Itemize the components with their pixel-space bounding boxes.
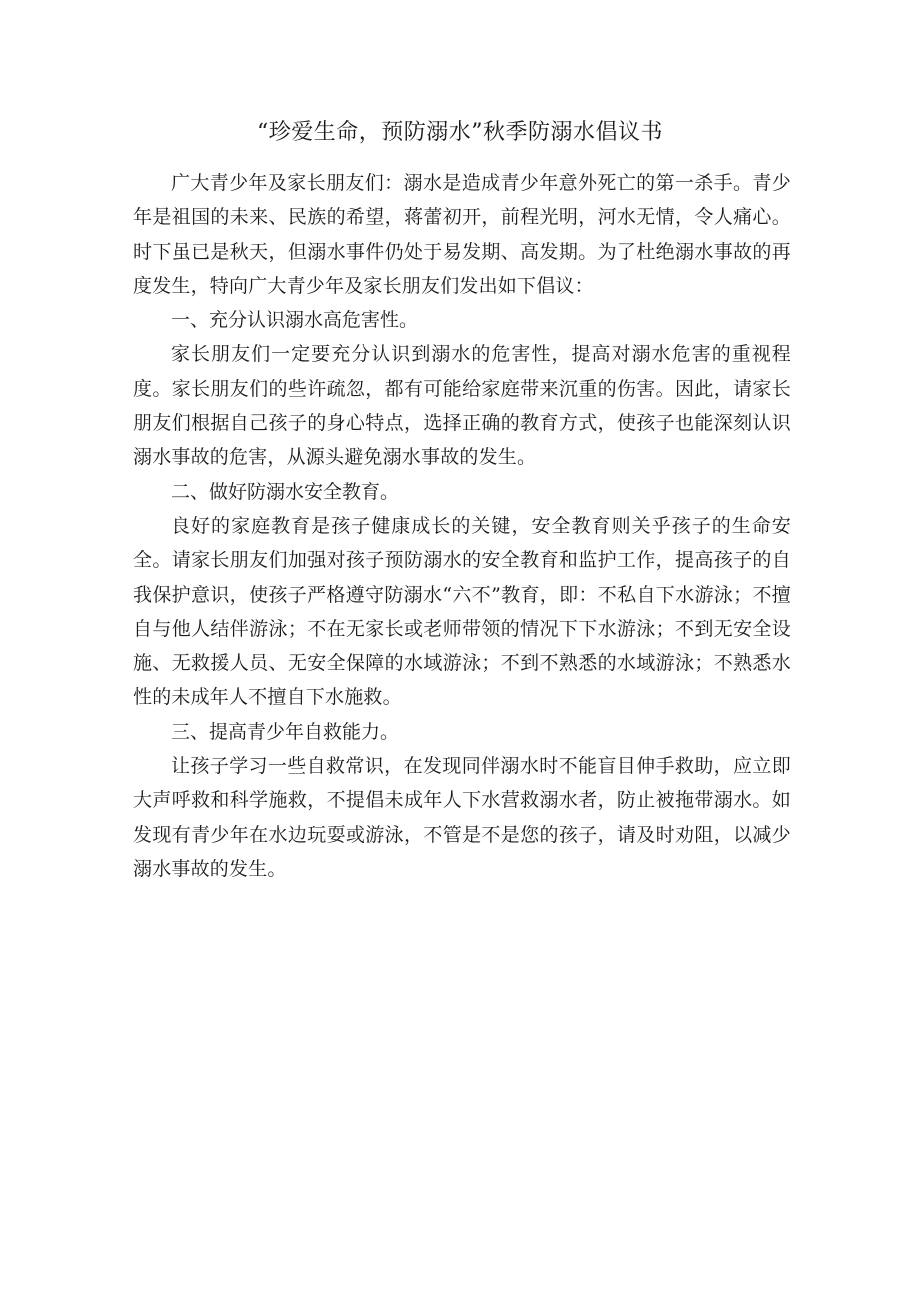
section-paragraph-1: 家长朋友们一定要充分认识到溺水的危害性，提高对溺水危害的重视程度。家长朋友们的些许疏忽，都有可能给家庭带来沉重的伤害。因此，请家长朋友们根据自己孩子的身心特点，选择正确的教育方式，使孩子也能深刻认识溺水事故的危害，从源头避免溺水事故的发生。 (133, 343, 791, 469)
section-heading-2: 二、做好防溺水安全教育。 (171, 480, 400, 503)
document-title: “珍爱生命，预防溺水”秋季防溺水倡议书 (257, 120, 663, 145)
document-body (133, 166, 791, 886)
section-paragraph-3: 让孩子学习一些自救常识，在发现同伴溺水时不能盲目伸手救助，应立即大声呼救和科学施救，不提倡未成年人下水营救溺水者，防止被拖带溺水。如发现有青少年在水边玩耍或游泳，不管是不是您的孩子，请及时劝阻，以减少溺水事故的发生。 (133, 755, 791, 880)
section-heading-3: 三、提高青少年自救能力。 (171, 720, 400, 743)
section-heading-1: 一、充分认识溺水高危害性。 (171, 309, 419, 332)
intro-paragraph: 广大青少年及家长朋友们：溺水是造成青少年意外死亡的第一杀手。青少年是祖国的未来、民族的希望，蒋蕾初开，前程光明，河水无情，令人痛心。时下虽已是秋天，但溺水事件仍处于易发期、高发期。为了杜绝溺水事故的再度发生，特向广大青少年及家长朋友们发出如下倡议： (133, 172, 791, 297)
section-paragraph-2: 良好的家庭教育是孩子健康成长的关键，安全教育则关乎孩子的生命安全。请家长朋友们加强对孩子预防溺水的安全教育和监护工作，提高孩子的自我保护意识，使孩子严格遵守防溺水“六不”教育，即：不私自下水游泳；不擅自与他人结伴游泳；不在无家长或老师带领的情况下下水游泳；不到无安全设施、无救援人员、无安全保障的水域游泳；不到不熟悉的水域游泳；不熟悉水性的未成年人不擅自下水施救。 (133, 514, 791, 709)
